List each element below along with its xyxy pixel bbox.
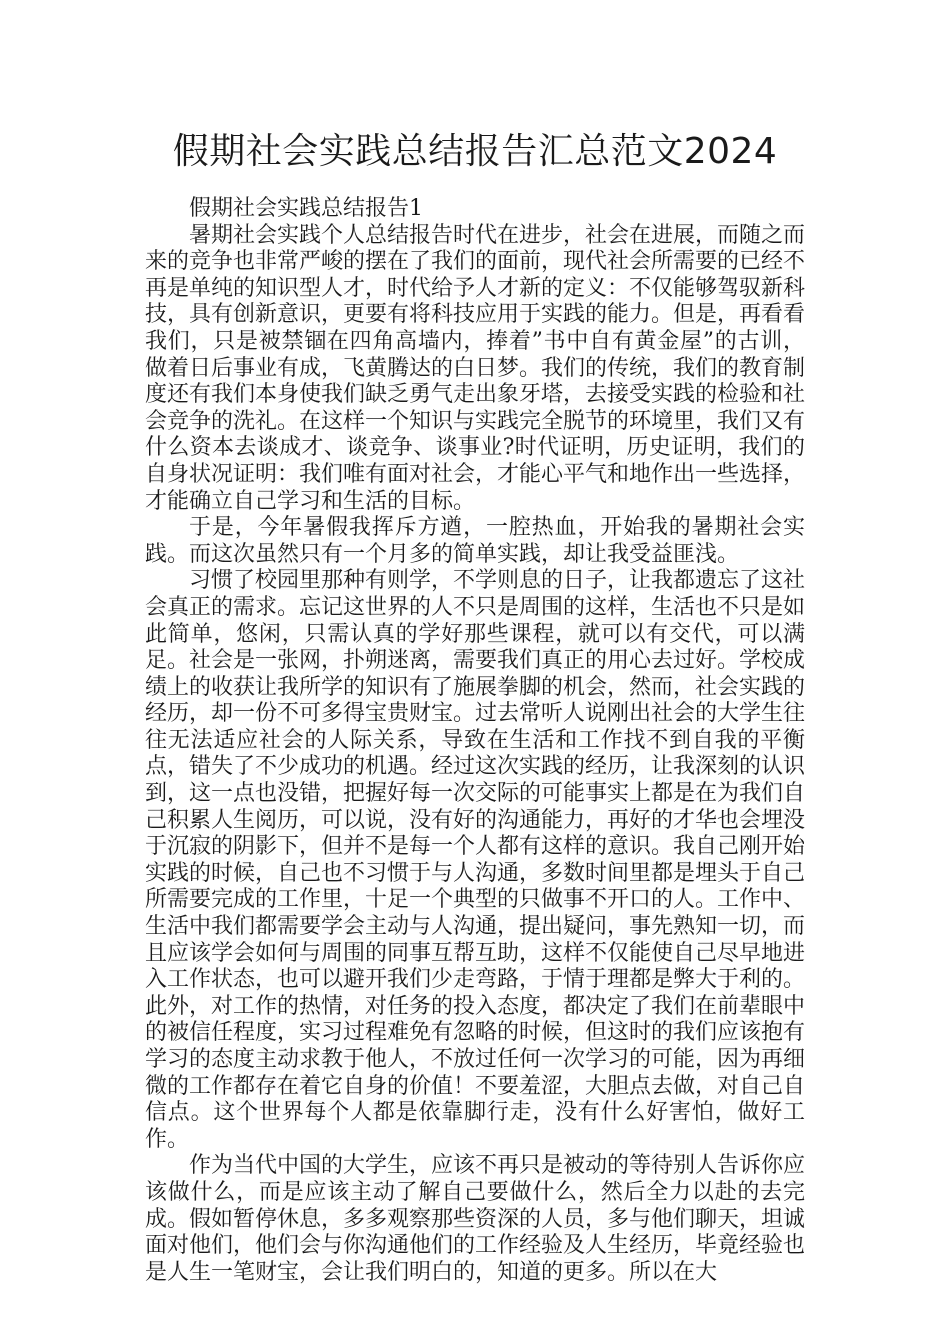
paragraph: 暑期社会实践个人总结报告时代在进步，社会在进展，而随之而来的竞争也非常严峻的摆在了我们的面前，现代社会所需要的已经不再是单纯的知识型人才，时代给予人才新的定义：不仅能够驾驭新科技，具有创新意识，更要有将科技应用于实践的能力。但是，再看看我们，只是被禁锢在四角高墙内，捧着”书中自有黄金屋”的古训，做着日后事业有成，飞黄腾达的白日梦。我们的传统，我们的教育制度还有我们本身使我们缺乏勇气走出象牙塔，去接受实践的检验和社会竞争的洗礼。在这样一个知识与实践完全脱节的环境里，我们又有什么资本去谈成才、谈竞争、谈事业?时代证明，历史证明，我们的自身状况证明：我们唯有面对社会，才能心平气和地作出一些选择，才能确立自己学习和生活的目标。 xyxy=(145,222,806,514)
document-body xyxy=(145,196,805,1286)
paragraph: 作为当代中国的大学生，应该不再只是被动的等待别人告诉你应该做什么，而是应该主动了解自己要做什么，然后全力以赴的去完成。假如暂停休息，多多观察那些资深的人员，多与他们聊天，坦诚面对他们，他们会与你沟通他们的工作经验及人生经历，毕竟经验也是人生一笔财宝，会让我们明白的，知道的更多。所以在大 xyxy=(145,1153,806,1285)
section-heading: 假期社会实践总结报告1 xyxy=(189,196,423,221)
document-title: 假期社会实践总结报告汇总范文2024 xyxy=(172,131,778,172)
paragraph: 习惯了校园里那种有则学，不学则息的日子，让我都遗忘了这社会真正的需求。忘记这世界的人不只是周围的这样，生活也不只是如此简单，悠闲，只需认真的学好那些课程，就可以有交代，可以满足。社会是一张网，扑朔迷离，需要我们真正的用心去过好。学校成绩上的收获让我所学的知识有了施展拳脚的机会，然而，社会实践的经历，却一份不可多得宝贵财宝。过去常听人说刚出社会的大学生往往无法适应社会的人际关系，导致在生活和工作找不到自我的平衡点，错失了不少成功的机遇。经过这次实践的经历，让我深刻的认识到，这一点也没错，把握好每一次交际的可能事实上都是在为我们自己积累人生阅历，可以说，没有好的沟通能力，再好的才华也会埋没于沉寂的阴影下，但并不是每一个人都有这样的意识。我自己刚开始实践的时候，自己也不习惯于与人沟通，多数时间里都是埋头于自己所需要完成的工作里，十足一个典型的只做事不开口的人。工作中、生活中我们都需要学会主动与人沟通，提出疑问，事先熟知一切，而且应该学会如何与周围的同事互帮互助，这样不仅能使自己尽早地进入工作状态，也可以避开我们少走弯路，于情于理都是弊大于利的。此外，对工作的热情，对任务的投入态度，都决定了我们在前辈眼中的被信任程度，实习过程难免有忽略的时候，但这时的我们应该抱有学习的态度主动求教于他人，不放过任何一次学习的可能，因为再细微的工作都存在着它自身的价值！不要羞涩，大胆点去做，对自己自信点。这个世界每个人都是依靠脚行走，没有什么好害怕，做好工作。 xyxy=(145,568,806,1152)
paragraph: 于是，今年暑假我挥斥方遒，一腔热血，开始我的暑期社会实践。而这次虽然只有一个月多的简单实践，却让我受益匪浅。 xyxy=(145,515,805,567)
